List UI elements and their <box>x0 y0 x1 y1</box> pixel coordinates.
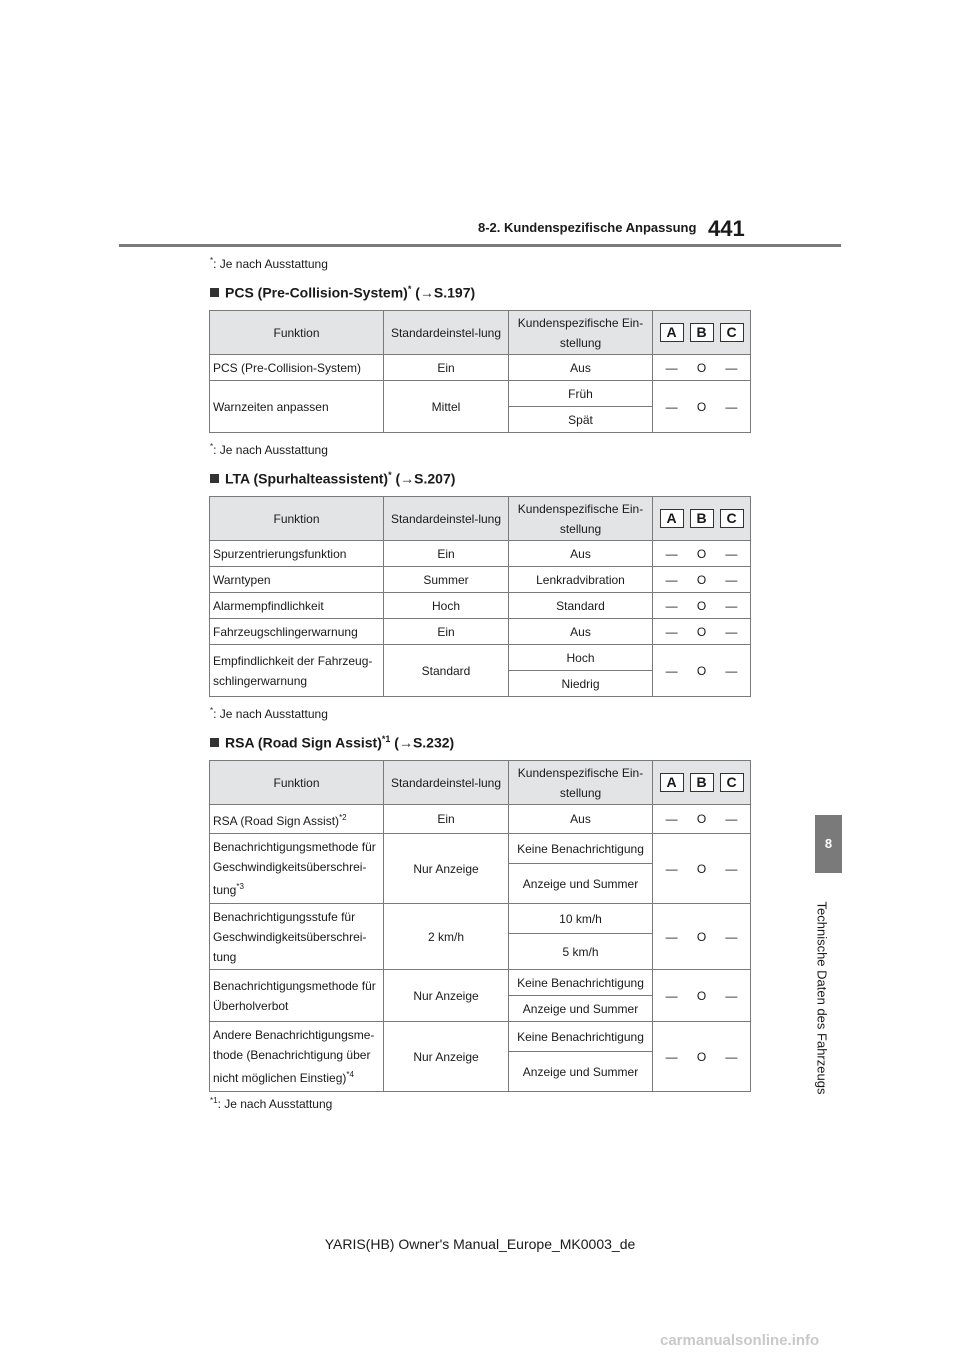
chapter-tab: 8 <box>815 815 842 873</box>
footnote: *: Je nach Ausstattung <box>210 256 328 271</box>
chapter-label: Technische Daten des Fahrzeugs <box>814 901 830 1095</box>
table-row: Fahrzeugschlingerwarnung Ein Aus — O — <box>210 619 751 645</box>
section-heading-rsa: RSA (Road Sign Assist)$^{*1}$ (→S.232) <box>210 734 454 751</box>
section-heading-lta: LTA (Spurhalteassistent)* (→S.207) <box>210 470 455 487</box>
column-header-custom: Kundenspezifische Ein-stellung <box>509 311 653 355</box>
settings-table-lta: Funktion Standardeinstel-lung Kundenspezifische Ein-stellung A B C Spurzentrierungsfunktion Ein Aus — O — Warntypen Summer Lenkradvibration — O — Alarmempfindlichkeit Hoch Standard — O — Fahrzeugschlingerwarnung Ein Aus — O — Empfindlichkeit der Fahrzeug-schlingerwarnung Standard Hoch — O — Niedrig <box>209 496 751 697</box>
bullet-square-icon <box>210 738 219 747</box>
document-footer: YARIS(HB) Owner's Manual_Europe_MK0003_de <box>324 1236 636 1252</box>
table-row: Warnzeiten anpassen Mittel Früh — O — <box>210 381 751 407</box>
table-row: Alarmempfindlichkeit Hoch Standard — O — <box>210 593 751 619</box>
table-row: Andere Benachrichtigungsme-thode (Benachrichtigung über nicht möglichen Einstieg)$^{*4}$ Nur Anzeige Keine Benachrichtigung — O — <box>210 1022 751 1052</box>
settings-table-rsa: Funktion Standardeinstel-lung Kundenspezifische Ein-stellung A B C RSA (Road Sign Assist)$^{*2}$ Ein Aus — O — Benachrichtigungsmethode für Geschwindigkeitsüberschrei-tung$^{*3}$ Nur Anzeige Keine Benachrichtigung — O — Anzeige und Summer Benachrichtigungsstufe für Geschwindigkeitsüberschrei-tung 2 km/h 10 km/h — O — 5 km/h Benachrichtigungsmethode für Überholverbot Nur Anzeige Keine Benachrichtigung — O — Anzeige und Summer Andere Benachrichtigungsme-thode (Benachrichtigung über nicht möglichen Einstieg)$^{*4}$ Nur Anzeige Keine Benachrichtigung — O — Anzeige und Summer <box>209 760 751 1092</box>
section-heading-pcs: PCS (Pre-Collision-System)* (→S.197) <box>210 284 475 301</box>
settings-table-pcs: Funktion Standardeinstel-lung Kundenspezifische Ein-stellung A B C PCS (Pre-Collision-System) Ein Aus — O — Warnzeiten anpassen Mittel Früh — O — Spät <box>209 310 751 433</box>
table-row: RSA (Road Sign Assist)$^{*2}$ Ein Aus — O — <box>210 805 751 834</box>
table-row: Benachrichtigungsmethode für Geschwindigkeitsüberschrei-tung$^{*3}$ Nur Anzeige Keine Benachrichtigung — O — <box>210 834 751 864</box>
table-row: PCS (Pre-Collision-System) Ein Aus — O — <box>210 355 751 381</box>
column-header-default: Standardeinstel-lung <box>384 311 509 355</box>
table-row: Spurzentrierungsfunktion Ein Aus — O — <box>210 541 751 567</box>
page-reference[interactable]: (→S.232) <box>394 734 455 751</box>
footnote: *: Je nach Ausstattung <box>210 442 328 457</box>
page-reference[interactable]: (→S.207) <box>395 470 456 487</box>
table-row: Benachrichtigungsstufe für Geschwindigkeitsüberschrei-tung 2 km/h 10 km/h — O — <box>210 904 751 934</box>
page-number: 441 <box>708 216 745 241</box>
header-divider <box>119 244 841 247</box>
column-header-function: Funktion <box>210 311 384 355</box>
bullet-square-icon <box>210 288 219 297</box>
footnote-final: $^{*1}$: Je nach Ausstattung <box>210 1096 333 1111</box>
table-row: Benachrichtigungsmethode für Überholverbot Nur Anzeige Keine Benachrichtigung — O — <box>210 970 751 996</box>
table-row: Warntypen Summer Lenkradvibration — O — <box>210 567 751 593</box>
bullet-square-icon <box>210 474 219 483</box>
watermark: carmanualsonline.info <box>660 1332 820 1349</box>
column-header-abc: A B C <box>653 311 751 355</box>
table-row: Empfindlichkeit der Fahrzeug-schlingerwarnung Standard Hoch — O — <box>210 645 751 671</box>
page-reference[interactable]: (→S.197) <box>415 284 476 301</box>
footnote: *: Je nach Ausstattung <box>210 706 328 721</box>
section-title: 8-2. Kundenspezifische Anpassung <box>478 220 697 235</box>
